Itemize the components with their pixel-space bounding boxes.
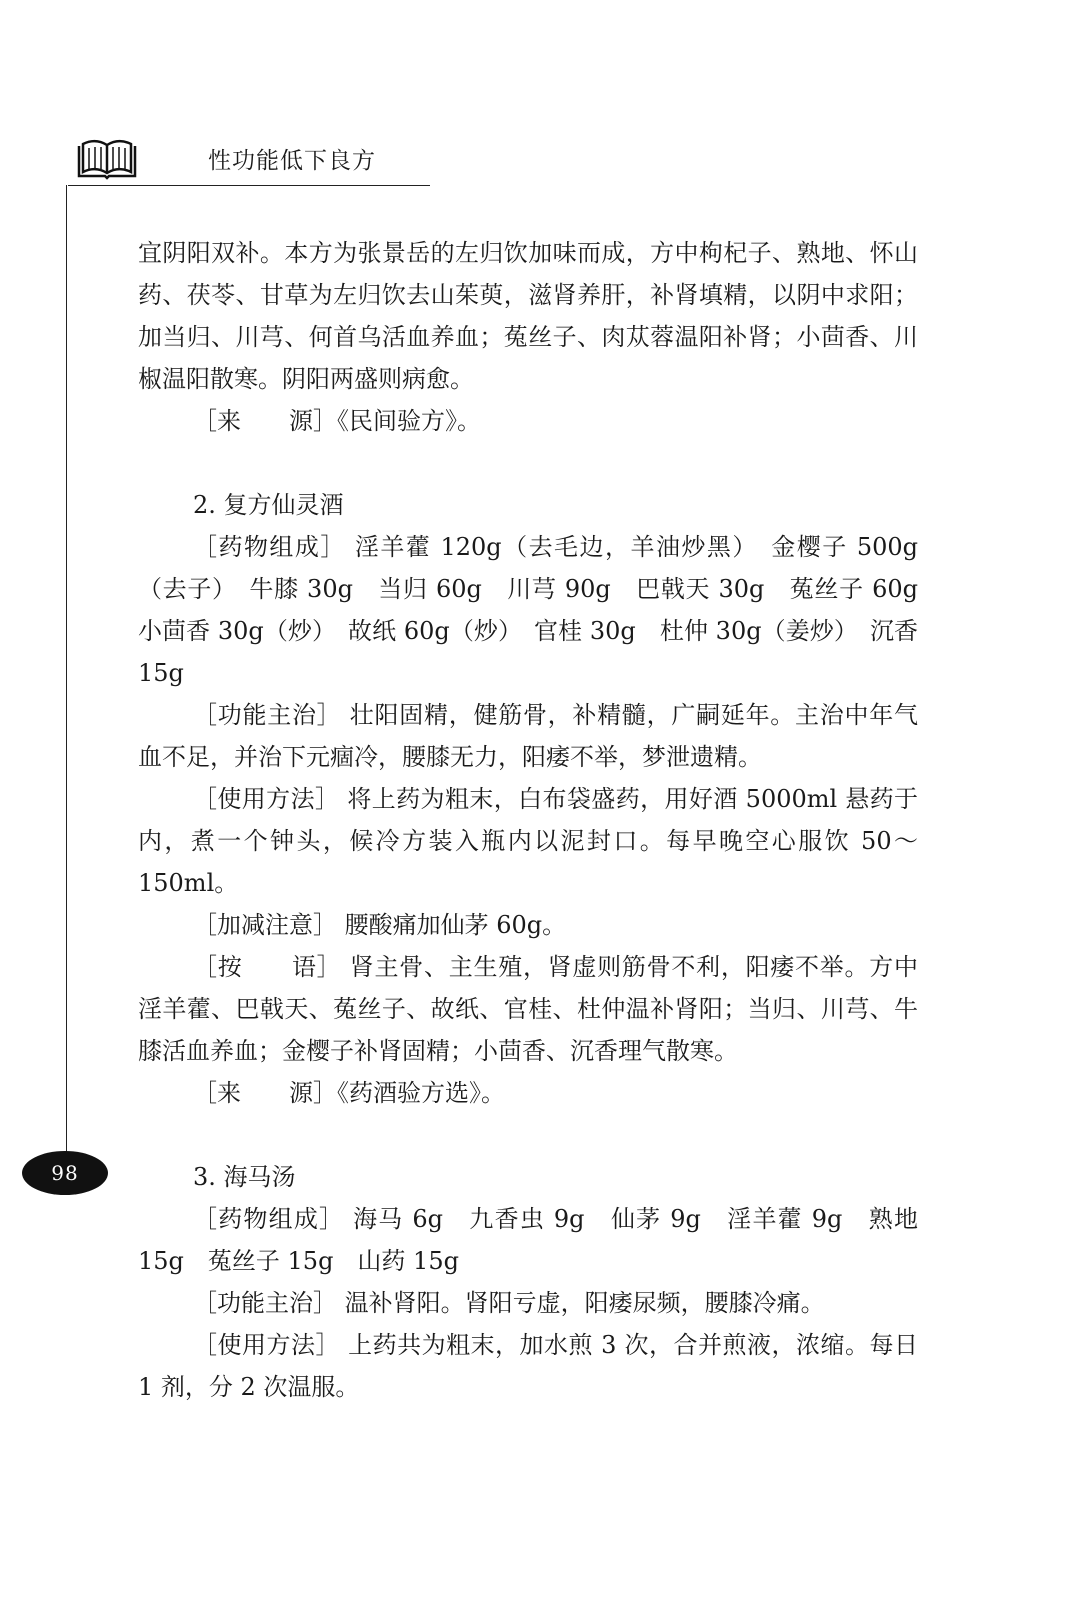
recipe-2-modification: ［加减注意］ 腰酸痛加仙茅 60g。 — [193, 911, 567, 939]
section-gap — [138, 1114, 918, 1156]
section-gap — [138, 442, 918, 484]
running-header — [70, 134, 430, 186]
recipe-2-ingredients: ［药物组成］ 淫羊藿 120g（去毛边，羊油炒黑） 金樱子 500g（去子） 牛膝 30g 当归 60g 川芎 90g 巴戟天 30g 菟丝子 60g 小茴香 30g（炒） 故纸 60g（炒） 官桂 30g 杜仲 30g（姜炒） 沉香 15g — [138, 533, 942, 687]
recipe-3-title: 3. 海马汤 — [193, 1163, 296, 1191]
intro-source: ［来 源］《民间验方》。 — [193, 407, 481, 435]
page-body — [138, 232, 942, 1408]
recipe-3-ingredients: ［药物组成］ 海马 6g 九香虫 9g 仙茅 9g 淫羊藿 9g 熟地 15g 菟丝子 15g 山药 15g — [138, 1205, 918, 1275]
intro-paragraph: 宜阴阳双补。本方为张景岳的左归饮加味而成，方中枸杞子、熟地、怀山药、茯苓、甘草为左归饮去山茱萸，滋肾养肝，补肾填精，以阴中求阳；加当归、川芎、何首乌活血养血；菟丝子、肉苁蓉温阳补肾；小茴香、川椒温阳散寒。阴阳两盛则病愈。 — [138, 239, 918, 393]
margin-line — [66, 185, 67, 1160]
running-title: 性功能低下良方 — [208, 148, 376, 174]
recipe-2-source: ［来 源］《药酒验方选》。 — [193, 1079, 505, 1107]
recipe-3-function: ［功能主治］ 温补肾阳。肾阳亏虚，阳痿尿频，腰膝冷痛。 — [193, 1289, 825, 1317]
recipe-2-commentary: ［按 语］ 肾主骨、主生殖，肾虚则筋骨不利，阳痿不举。方中淫羊藿、巴戟天、菟丝子、故纸、官桂、杜仲温补肾阳；当归、川芎、牛膝活血养血；金樱子补肾固精；小茴香、沉香理气散寒。 — [138, 953, 918, 1065]
recipe-2-title: 2. 复方仙灵酒 — [193, 491, 344, 519]
recipe-2-function: ［功能主治］ 壮阳固精，健筋骨，补精髓，广嗣延年。主治中年气血不足，并治下元痼冷，腰膝无力，阳痿不举，梦泄遗精。 — [138, 701, 918, 771]
header-rule — [68, 185, 430, 186]
page-number: 98 — [22, 1151, 108, 1195]
recipe-2-usage: ［使用方法］ 将上药为粗末，白布袋盛药，用好酒 5000ml 悬药于内，煮一个钟头，候冷方装入瓶内以泥封口。每早晚空心服饮 50～150ml。 — [138, 785, 918, 897]
recipe-3-usage: ［使用方法］ 上药共为粗末，加水煎 3 次，合并煎液，浓缩。每日 1 剂，分 2 次温服。 — [138, 1331, 918, 1401]
open-book-icon — [75, 138, 139, 180]
